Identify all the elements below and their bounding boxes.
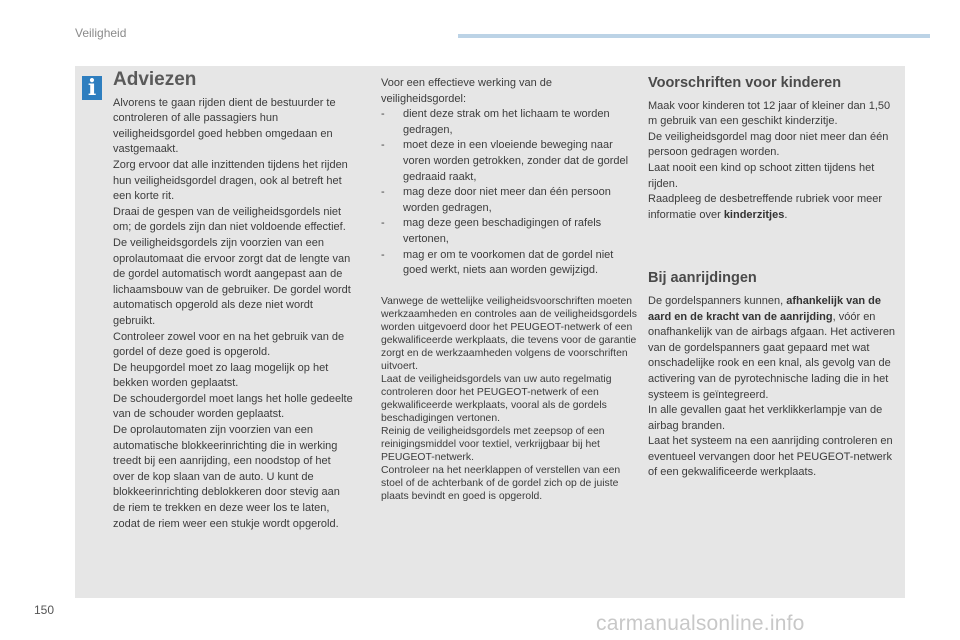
list-item-text: mag deze door niet meer dan één persoon worden gedragen, <box>403 186 611 214</box>
list-item-text: moet deze in een vloeiende beweging naar voren worden getrokken, zonder dat de gordel gedraaid raakt, <box>403 139 629 183</box>
list-item-text: mag deze geen beschadigingen of rafels vertonen, <box>403 217 602 245</box>
effective-list <box>381 107 637 279</box>
info-icon: i <box>82 76 102 100</box>
collision-text <box>648 294 902 481</box>
list-item-text: dient deze strak om het lichaam te worden gedragen, <box>403 108 610 136</box>
children-text-before: Maak voor kinderen tot 12 jaar of kleiner dan 1,50 m gebruik van een geschikt kinderzitje. De veiligheidsgordel mag door niet meer dan één persoon gedragen worden. Laat nooit een kind op schoot zitten tijdens het rijden. Raadpleeg de desbetreffende rubriek voor meer informatie over <box>648 99 891 221</box>
section-label: Veiligheid <box>75 26 127 40</box>
header-bar <box>458 34 930 38</box>
children-text-after: . <box>784 208 788 221</box>
collision-section <box>648 271 902 481</box>
list-item: - mag deze door niet meer dan één persoon worden gedragen, <box>381 186 611 214</box>
legal-text: Vanwege de wettelijke veiligheidsvoorschriften moeten werkzaamheden en controles aan de veiligheidsgordels worden uitgevoerd door het PEUGEOT-netwerk of een gekwalificeerde werkplaats, die tevens voor de garantie zorgt en de werkzaamheden volgens de voorschriften uitvoert. Laat de veiligheidsgordels van uw auto regelmatig controleren door het PEUGEOT-netwerk of een gekwalificeerde werkplaats, vooral als de gordels beschadigingen vertonen. Reinig de veiligheidsgordels met zeepsop of een reinigingsmiddel voor textiel, verkrijgbaar bij het PEUGEOT-netwerk. Controleer na het neerklappen of verstellen van een stoel of de achterbank of de gordel zich op de juiste plaats bevindt en goed is opgerold. <box>381 295 637 502</box>
watermark: carmanualsonline.info <box>596 612 805 635</box>
advice-text: Alvorens te gaan rijden dient de bestuurder te controleren of alle passagiers hun veiligheidsgordel goed hebben omgedaan en vastgemaakt. Zorg ervoor dat alle inzittenden tijdens het rijden hun veiligheidsgordel dragen, ook al betreft het een korte rit. Draai de gespen van de veiligheidsgordels niet om; de gordels zijn dan niet voldoende effectief. De veiligheidsgordels zijn voorzien van een oprolautomaat die ervoor zorgt dat de lengte van de gordel automatisch wordt aangepast aan de lichaamsbouw van de gebruiker. De gordel wordt automatisch opgerold als deze niet wordt gebruikt. Controleer zowel voor en na het gebruik van de gordel of deze goed is opgerold. De heupgordel moet zo laag mogelijk op het bekken worden geplaatst. De schoudergordel moet langs het holle gedeelte van de schouder worden geplaatst. De oprolautomaten zijn voorzien van een automatische blokkeerinrichting die in werking treedt bij een aanrijding, een noodstop of het over de kop slaan van de auto. U kunt de blokkeerinrichting deblokkeren door stevig aan de riem te trekken en deze weer los te laten, zodat de riem weer een stukje wordt opgerold. <box>113 96 353 530</box>
list-item: - dient deze strak om het lichaam te worden gedragen, <box>381 108 610 136</box>
children-title: Voorschriften voor kinderen <box>648 75 842 91</box>
advice-title: Adviezen <box>113 69 197 90</box>
effective-intro: Voor een effectieve werking van de veiligheidsgordel: <box>381 77 553 105</box>
effective-column <box>381 76 637 503</box>
list-item: - mag deze geen beschadigingen of rafels vertonen, <box>381 217 602 245</box>
collision-bold: afhankelijk van de aard en de kracht van de aanrijding <box>648 294 881 323</box>
list-item: - mag er om te voorkomen dat de gordel niet goed werkt, niets aan worden gewijzigd. <box>381 248 614 277</box>
child-seats-reference: kinderzitjes <box>723 208 785 221</box>
list-item-text: mag er om te voorkomen dat de gordel niet goed werkt, niets aan worden gewijzigd. <box>403 248 614 277</box>
collision-rest: , vóór en onafhankelijk van de airbags afgaan. Het activeren van de gordelspanners gaat gepaard met wat onschadelijke rook en een knal, als gevolg van de activering van de pyrotechnische lading die in het systeem is geïntegreerd. In alle gevallen gaat het verklikkerlampje van de airbag branden. Laat het systeem na een aanrijding controleren en eventueel vervangen door het PEUGEOT-netwerk of een gekwalificeerde werkplaats. <box>648 310 896 479</box>
collision-lead: De gordelspanners kunnen, <box>648 294 787 307</box>
children-column <box>648 76 902 481</box>
collision-title: Bij aanrijdingen <box>648 270 757 287</box>
advice-column <box>113 69 355 532</box>
children-text <box>648 99 902 224</box>
list-item: - moet deze in een vloeiende beweging naar voren worden getrokken, zonder dat de gordel gedraaid raakt, <box>381 139 629 183</box>
page-number: 150 <box>34 603 55 617</box>
